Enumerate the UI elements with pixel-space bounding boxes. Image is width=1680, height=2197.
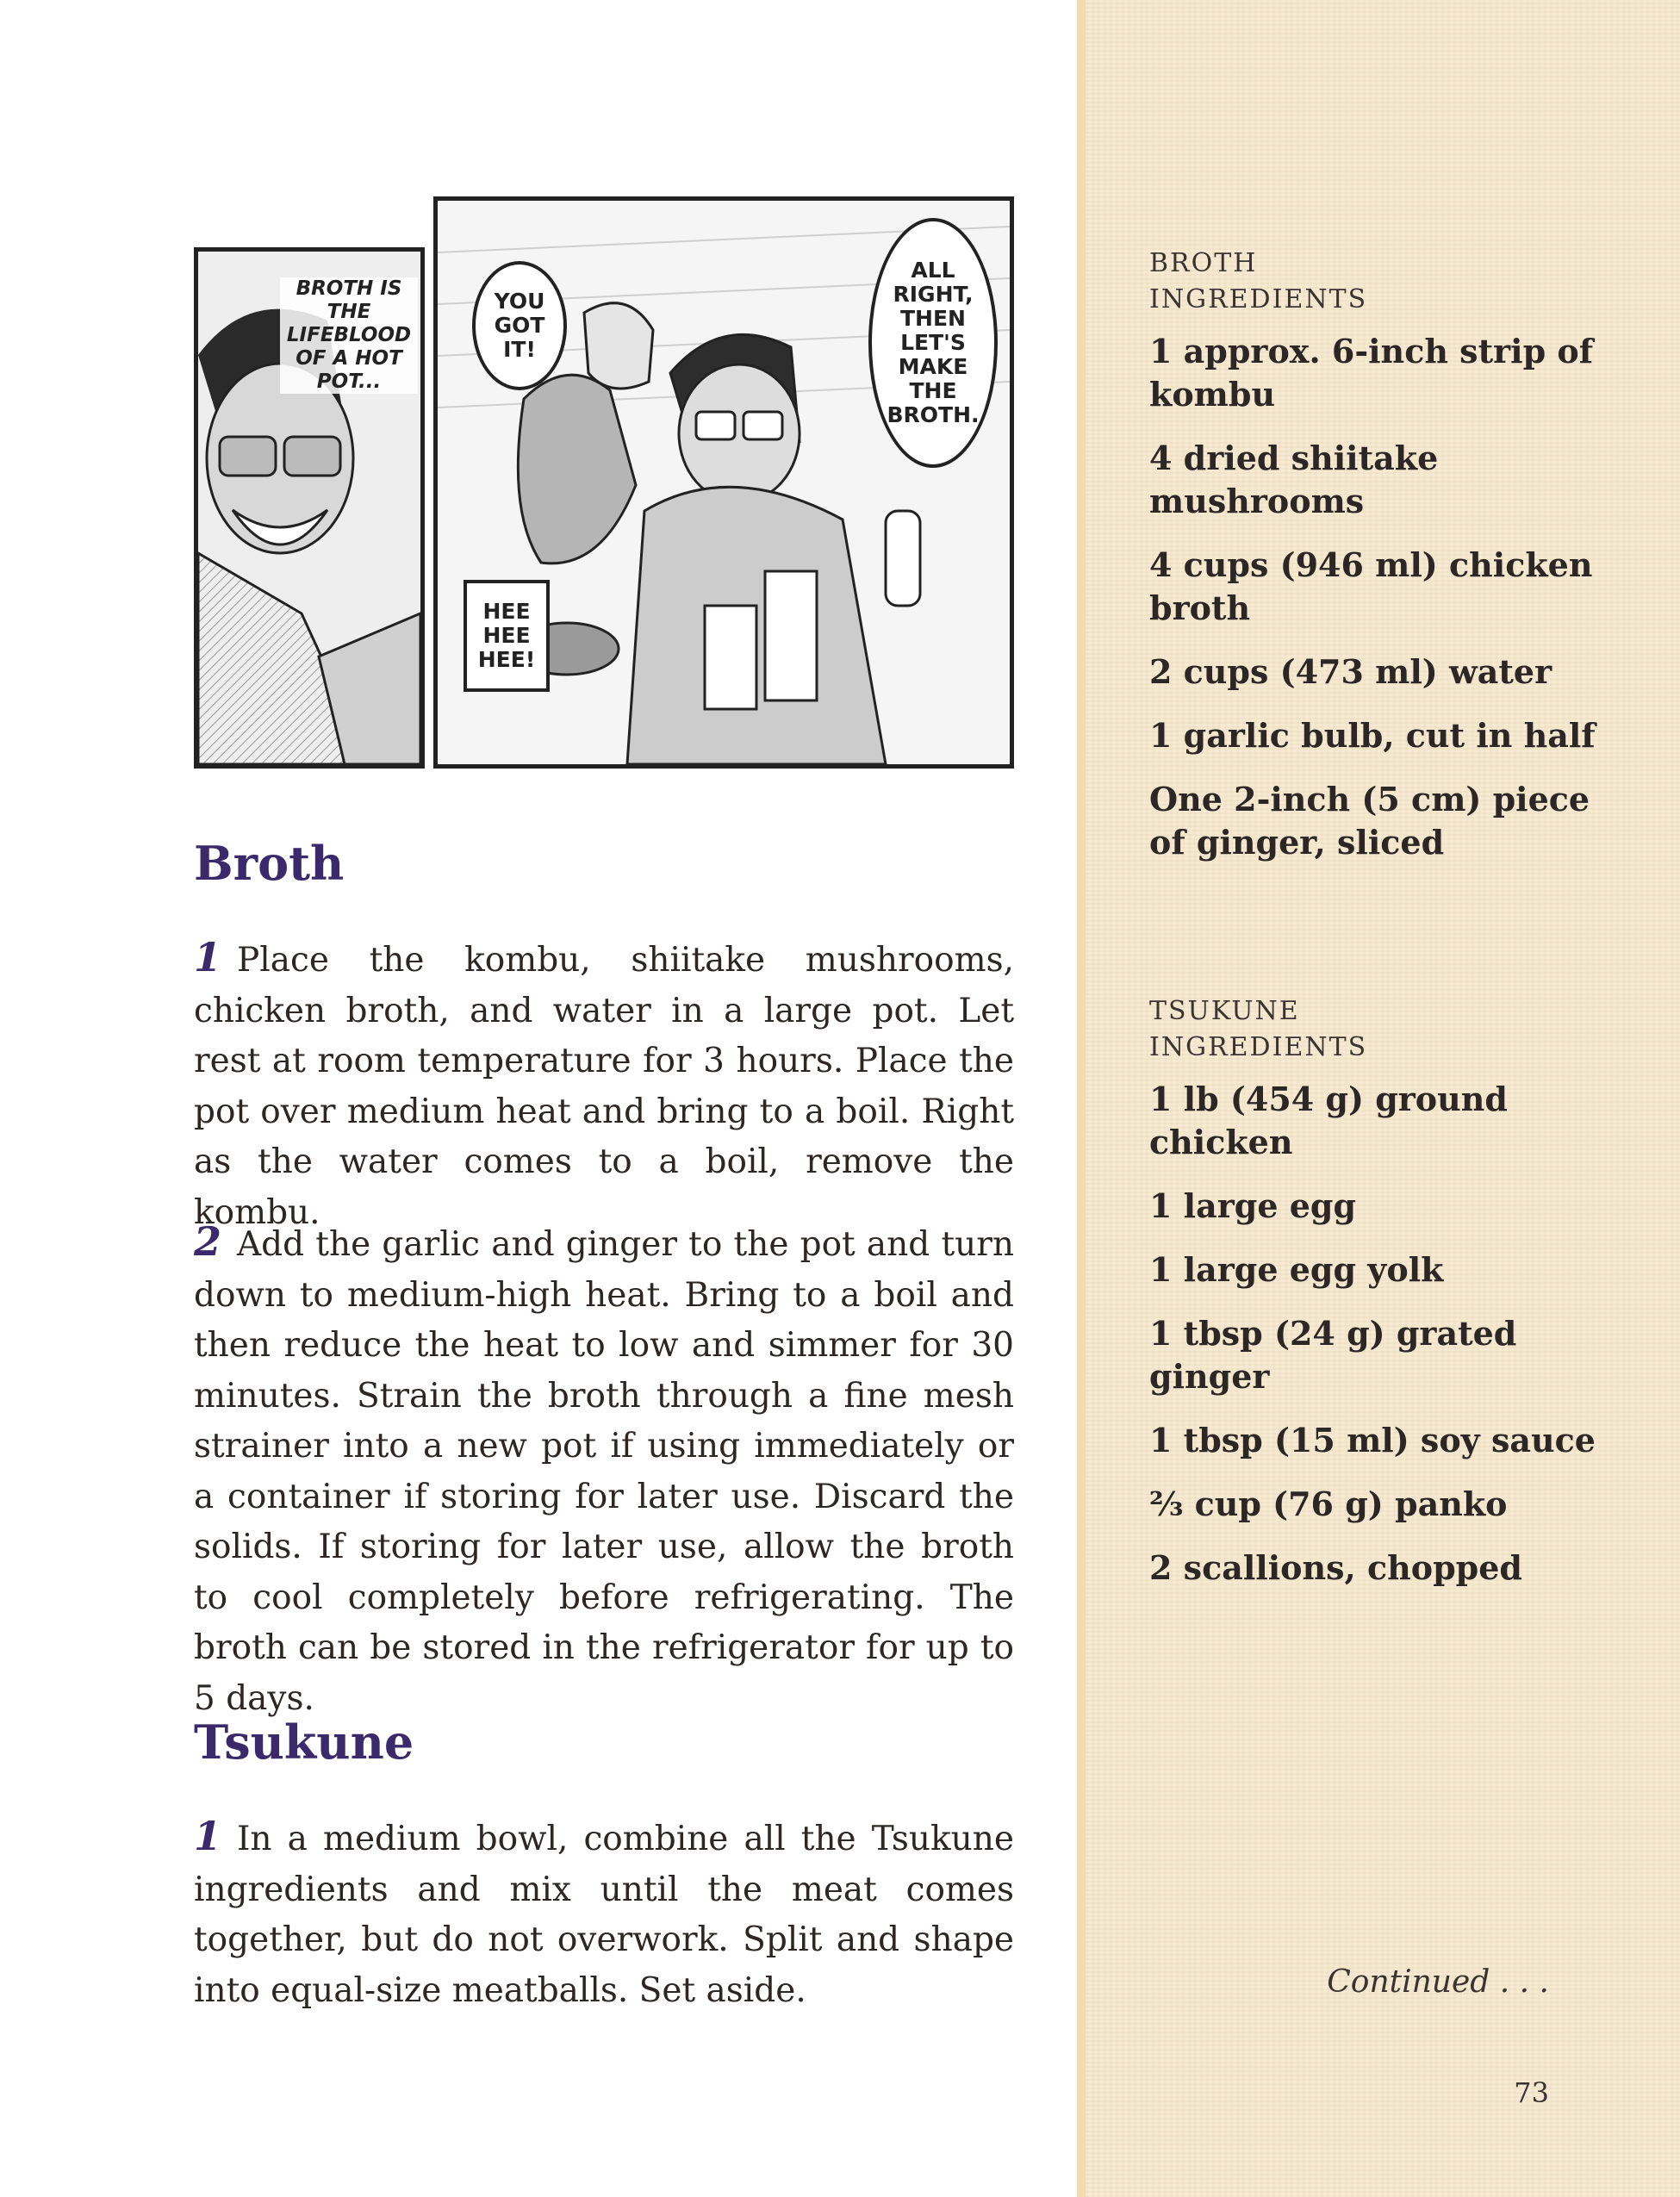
manga-caption: BROTH IS THE LIFEBLOOD OF A HOT POT... (280, 277, 418, 394)
step-number: 1 (194, 934, 222, 980)
ingredients-sidebar (1077, 0, 1680, 2197)
speech-bubble-hee: HEE HEE HEE! (464, 580, 550, 692)
ingredient-item: 1 garlic bulb, cut in half (1149, 716, 1596, 755)
step-text: In a medium bowl, combine all the Tsukune ingredients and mix until the meat comes together, but do not overwork. Split and shape into equal-size meatballs. Set aside. (194, 1820, 1014, 2010)
step-text: Place the kombu, shiitake mushrooms, chicken broth, and water in a large pot. Let rest at room temperature for 3 hours. Place the pot over medium heat and bring to a boil. Right as the water comes to a boil, remove the kombu. (194, 941, 1014, 1232)
ingredient-list (1149, 330, 1632, 864)
ingredients-heading-line1: TSUKUNE (1149, 996, 1300, 1026)
broth-section (194, 836, 1014, 891)
speech-bubble-you-got-it: YOU GOT IT! (472, 261, 567, 390)
manga-panel-left (194, 247, 425, 769)
ingredient-item: ⅔ cup (76 g) panko (1149, 1484, 1508, 1523)
continued-note: Continued . . . (1327, 1964, 1549, 2000)
ingredients-heading-line2: INGREDIENTS (1149, 284, 1368, 314)
step-number: 1 (194, 1813, 222, 1859)
ingredient-item: 1 tbsp (24 g) grated ginger (1149, 1314, 1517, 1396)
ingredient-item: 4 cups (946 ml) chicken broth (1149, 545, 1593, 627)
ingredient-list (1149, 1078, 1632, 1590)
step-number: 2 (194, 1218, 222, 1265)
manga-panel-right (433, 196, 1014, 769)
broth-title: Broth (194, 836, 345, 891)
tsukune-step-1 (194, 1811, 1014, 2016)
ingredient-item: 1 large egg yolk (1149, 1250, 1444, 1289)
broth-ingredients (1149, 246, 1632, 885)
speech-bubble-all-right: ALL RIGHT, THEN LET'S MAKE THE BROTH. (868, 218, 998, 468)
ingredient-item: 1 approx. 6-inch strip of kombu (1149, 332, 1594, 414)
ingredient-item: 1 lb (454 g) ground chicken (1149, 1080, 1508, 1161)
broth-step-2 (194, 1217, 1014, 1724)
ingredient-item: 1 tbsp (15 ml) soy sauce (1149, 1421, 1596, 1459)
ingredients-heading-line1: BROTH (1149, 248, 1258, 278)
step-text: Add the garlic and ginger to the pot and turn down to medium-high heat. Bring to a boil and then reduce the heat to low and simmer for 30 minutes. Strain the broth through a fine mesh strainer into a new pot if using immediately or a container if storing for later use. Discard the solids. If storing for later use, allow the broth to cool completely before refrigerating. The broth can be stored in the refrigerator for up to 5 days. (194, 1225, 1014, 1718)
ingredient-item: One 2-inch (5 cm) piece of ginger, sliced (1149, 780, 1590, 862)
ingredients-heading-line2: INGREDIENTS (1149, 1032, 1368, 1062)
ingredient-item: 1 large egg (1149, 1186, 1357, 1225)
ingredient-item: 2 scallions, chopped (1149, 1548, 1522, 1587)
page-number: 73 (1514, 2076, 1549, 2109)
broth-step-1 (194, 932, 1014, 1238)
tsukune-section (194, 1715, 1014, 1770)
tsukune-ingredients (1149, 993, 1632, 1610)
ingredient-item: 4 dried shiitake mushrooms (1149, 439, 1439, 520)
tsukune-title: Tsukune (194, 1715, 414, 1770)
ingredient-item: 2 cups (473 ml) water (1149, 652, 1552, 691)
